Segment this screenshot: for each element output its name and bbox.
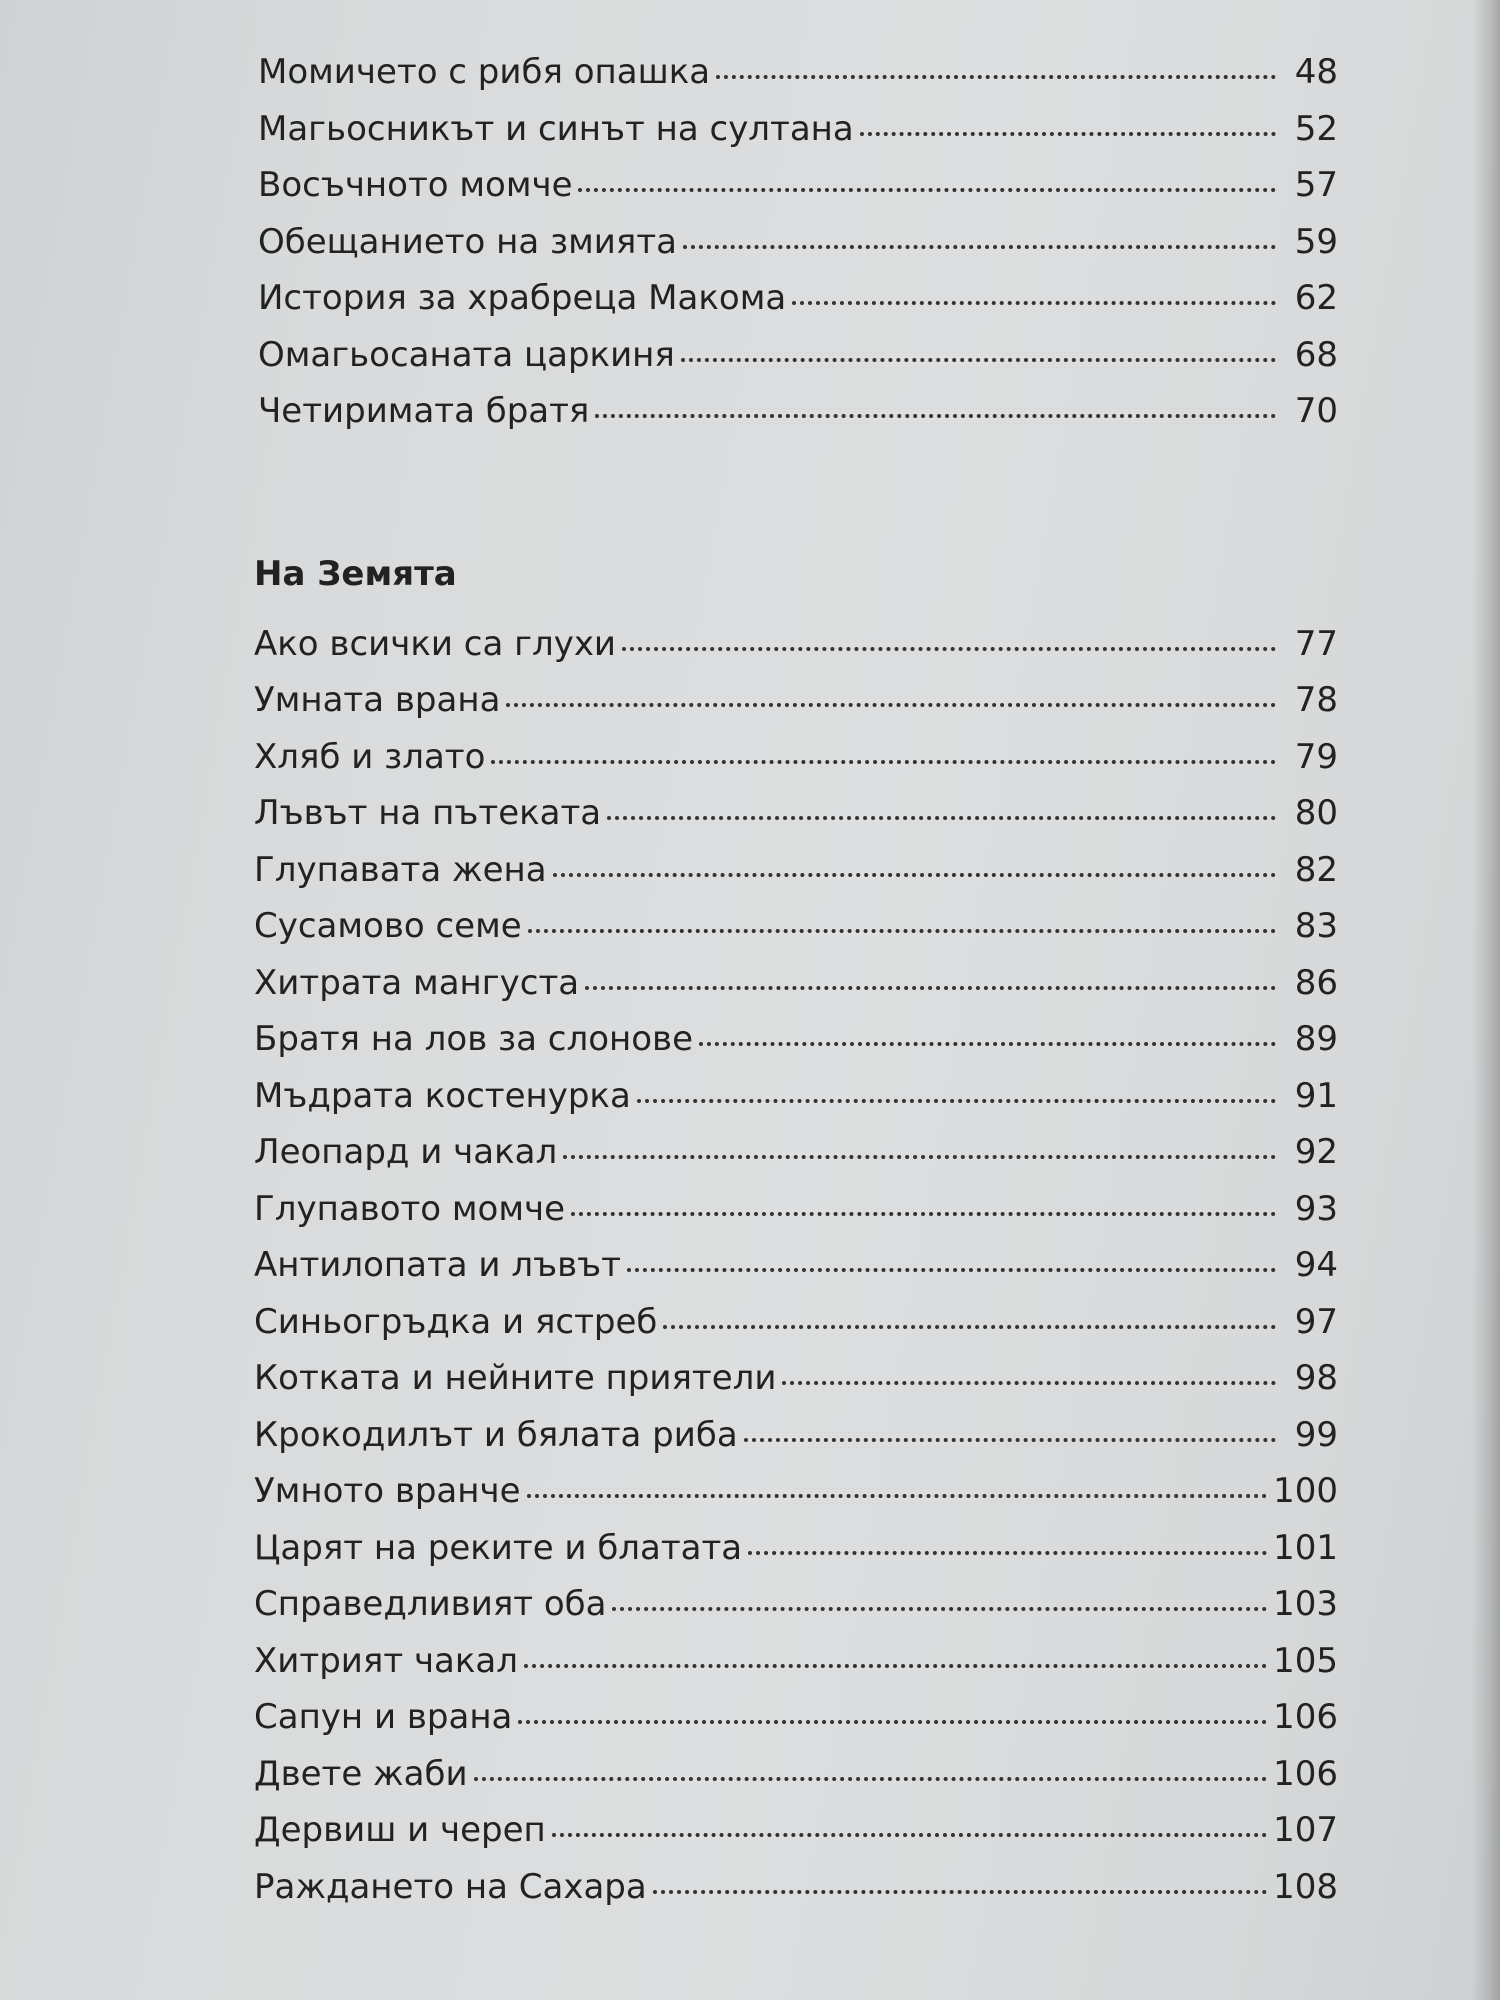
section-gap xyxy=(258,440,1338,532)
toc-entry-page: 105 xyxy=(1273,1640,1338,1681)
toc-entry xyxy=(254,1124,1338,1181)
toc-entry-title: Антилопата и лъвът xyxy=(254,1245,621,1285)
toc-entry xyxy=(254,785,1338,842)
toc-entry xyxy=(254,1633,1338,1690)
toc-entry-page: 80 xyxy=(1294,793,1338,833)
toc-entry-page: 78 xyxy=(1294,680,1338,720)
toc-entry-title: Сусамово семе xyxy=(254,906,522,946)
toc-entry-page: 101 xyxy=(1273,1527,1338,1568)
toc-entry-title: Леопард и чакал xyxy=(254,1132,558,1172)
toc-entry-title: Раждането на Сахара xyxy=(254,1866,647,1907)
toc-entry xyxy=(254,1011,1338,1068)
dot-leader xyxy=(748,1551,1267,1555)
dot-leader xyxy=(612,1607,1267,1611)
toc-entry-page: 79 xyxy=(1294,736,1338,777)
toc-entry-page: 106 xyxy=(1273,1753,1338,1794)
dot-leader xyxy=(552,1833,1267,1837)
dot-leader xyxy=(782,1381,1276,1385)
toc-entry-page: 98 xyxy=(1294,1358,1338,1398)
toc-entry-title: Синьогръдка и ястреб xyxy=(254,1301,658,1342)
toc-entry xyxy=(254,842,1338,899)
toc-entry-page: 107 xyxy=(1273,1810,1338,1850)
toc-entry-page: 97 xyxy=(1294,1301,1338,1342)
toc-entry-title: Дервиш и череп xyxy=(254,1810,546,1850)
dot-leader xyxy=(578,188,1276,192)
toc-entry xyxy=(254,1181,1338,1238)
dot-leader xyxy=(474,1777,1268,1781)
dot-leader xyxy=(663,1325,1276,1329)
dot-leader xyxy=(528,929,1276,933)
dot-leader xyxy=(571,1212,1276,1216)
toc-entry xyxy=(254,1350,1338,1407)
toc-entry xyxy=(254,729,1338,786)
toc-entry-title: Магьосникът и синът на султана xyxy=(258,108,854,149)
toc-entry-page: 103 xyxy=(1273,1584,1338,1624)
toc-entry xyxy=(254,1859,1338,1916)
toc-entry-page: 92 xyxy=(1294,1132,1338,1172)
toc-entry xyxy=(254,1576,1338,1633)
toc-entry-title: Царят на реките и блатата xyxy=(254,1527,743,1568)
toc-entry xyxy=(254,1407,1338,1464)
toc-entry-page: 59 xyxy=(1294,221,1338,262)
toc-entry xyxy=(254,1689,1338,1746)
dot-leader xyxy=(860,132,1276,136)
toc-entry xyxy=(258,101,1338,158)
toc-entry xyxy=(254,1520,1338,1577)
toc-entry xyxy=(254,1237,1338,1294)
dot-leader xyxy=(563,1155,1276,1159)
dot-leader xyxy=(699,1042,1276,1046)
toc-entry xyxy=(254,1068,1338,1125)
section-heading: На Земята xyxy=(254,553,457,594)
dot-leader xyxy=(506,703,1276,707)
toc-entry-page: 93 xyxy=(1294,1188,1338,1229)
toc-entry-title: Хитрият чакал xyxy=(254,1640,518,1681)
toc-entry xyxy=(258,383,1338,440)
toc-entry xyxy=(258,270,1338,327)
toc-entry xyxy=(254,955,1338,1012)
dot-leader xyxy=(595,414,1276,418)
dot-leader xyxy=(585,986,1276,990)
toc-entry-page: 91 xyxy=(1294,1075,1338,1116)
toc-entry-page: 106 xyxy=(1273,1697,1338,1737)
toc-entry xyxy=(258,214,1338,271)
toc-entry-page: 86 xyxy=(1294,962,1338,1003)
page-edge-shadow xyxy=(1472,0,1500,2000)
toc-entry-page: 68 xyxy=(1294,334,1338,375)
toc-entry xyxy=(254,898,1338,955)
toc-entry-page: 82 xyxy=(1294,849,1338,890)
toc-entry-title: Ако всички са глухи xyxy=(254,623,617,664)
toc-entry-page: 83 xyxy=(1294,906,1338,946)
toc-entry-page: 52 xyxy=(1294,108,1338,149)
toc-entry-page: 108 xyxy=(1273,1866,1338,1907)
toc-section-2 xyxy=(254,532,1338,1916)
toc-entry-title: Умната врана xyxy=(254,680,501,720)
toc-entry-title: Двете жаби xyxy=(254,1753,468,1794)
toc-entry xyxy=(254,616,1338,673)
dot-leader xyxy=(653,1890,1267,1894)
toc-entry-title: Умното вранче xyxy=(254,1471,521,1511)
toc-entry-title: Четиримата братя xyxy=(258,391,590,431)
dot-leader xyxy=(622,647,1276,651)
dot-leader xyxy=(524,1664,1267,1668)
toc-entry-title: Восъчното момче xyxy=(258,165,573,205)
toc-entry-title: Хляб и злато xyxy=(254,736,486,777)
toc-entry xyxy=(254,1294,1338,1351)
dot-leader xyxy=(491,760,1276,764)
toc-entry-title: Сапун и врана xyxy=(254,1697,513,1737)
toc-entry xyxy=(258,157,1338,214)
toc-entry-page: 70 xyxy=(1294,391,1338,431)
dot-leader xyxy=(607,816,1276,820)
dot-leader xyxy=(744,1438,1276,1442)
toc-entry xyxy=(254,672,1338,729)
toc-entry xyxy=(254,1746,1338,1803)
toc-entry-page: 89 xyxy=(1294,1019,1338,1059)
toc-entry xyxy=(254,1802,1338,1859)
toc-entry-title: Мъдрата костенурка xyxy=(254,1075,631,1116)
toc-entry-title: История за храбреца Макома xyxy=(258,278,787,318)
dot-leader xyxy=(683,245,1276,249)
dot-leader xyxy=(627,1268,1276,1272)
toc-entry-page: 57 xyxy=(1294,165,1338,205)
dot-leader xyxy=(792,301,1276,305)
toc-entry-title: Глупавата жена xyxy=(254,849,547,890)
toc-entry-title: Момичето с рибя опашка xyxy=(258,52,711,92)
toc-entry-title: Омагьосаната царкиня xyxy=(258,334,675,375)
toc-entry-title: Лъвът на пътеката xyxy=(254,793,602,833)
dot-leader xyxy=(553,873,1276,877)
dot-leader xyxy=(681,358,1276,362)
toc-section-1 xyxy=(258,44,1338,440)
toc-entry-title: Глупавото момче xyxy=(254,1188,566,1229)
table-of-contents xyxy=(254,44,1338,1915)
toc-entry xyxy=(258,44,1338,101)
toc-entry-page: 77 xyxy=(1294,623,1338,664)
toc-entry-page: 100 xyxy=(1273,1471,1338,1511)
toc-entry-title: Обещанието на змията xyxy=(258,221,677,262)
dot-leader xyxy=(637,1099,1276,1103)
toc-entry xyxy=(254,1463,1338,1520)
toc-entry-page: 99 xyxy=(1294,1414,1338,1455)
toc-entry-page: 62 xyxy=(1294,278,1338,318)
dot-leader xyxy=(716,75,1276,79)
toc-entry-page: 48 xyxy=(1294,52,1338,92)
toc-entry-title: Справедливият оба xyxy=(254,1584,607,1624)
dot-leader xyxy=(527,1494,1268,1498)
toc-entry-title: Крокодилът и бялата риба xyxy=(254,1414,738,1455)
dot-leader xyxy=(518,1720,1267,1724)
toc-entry xyxy=(258,327,1338,384)
toc-entry-title: Хитрата мангуста xyxy=(254,962,580,1003)
toc-entry-title: Котката и нейните приятели xyxy=(254,1358,777,1398)
toc-entry-page: 94 xyxy=(1294,1245,1338,1285)
toc-entry-title: Братя на лов за слонове xyxy=(254,1019,693,1059)
